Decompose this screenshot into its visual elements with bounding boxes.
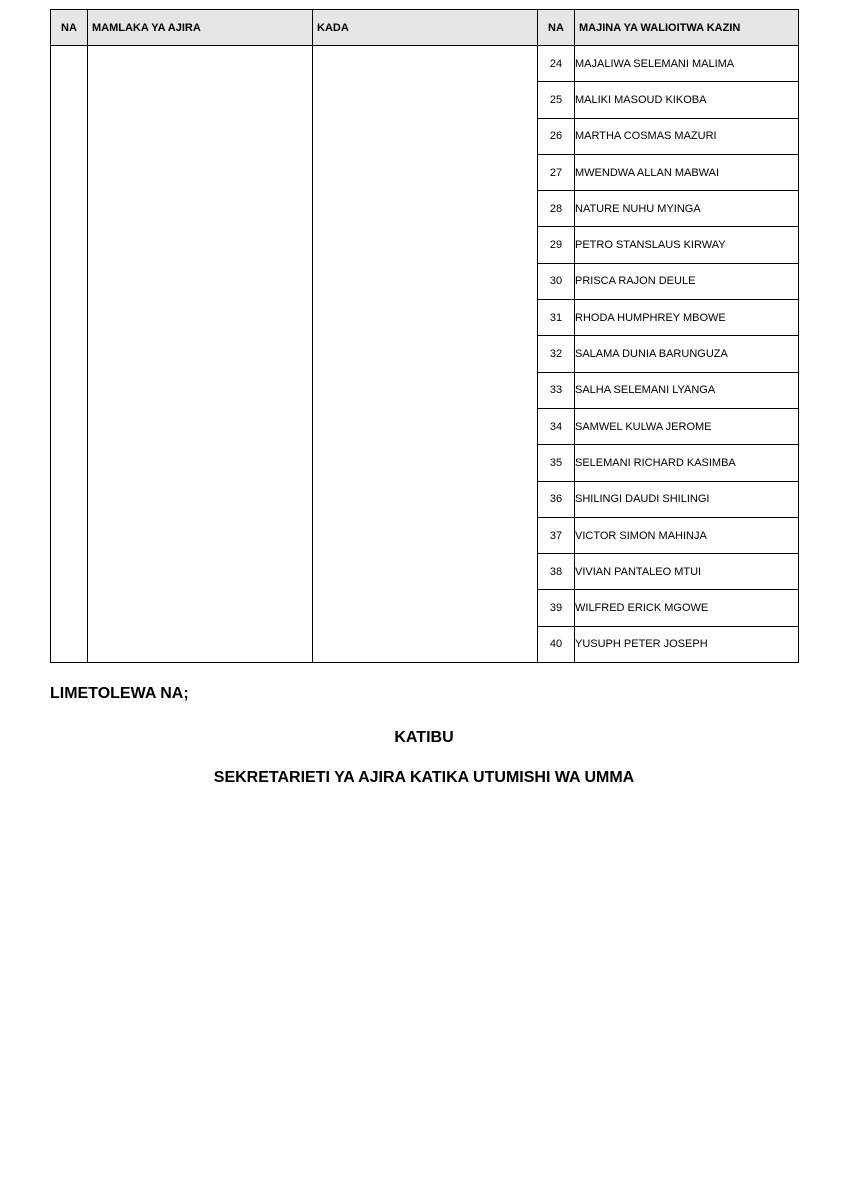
row-number: 34 (538, 408, 575, 444)
appointee-name: SELEMANI RICHARD KASIMBA (575, 445, 799, 481)
issued-by-label: LIMETOLEWA NA; (50, 685, 189, 702)
appointee-name: SALHA SELEMANI LYANGA (575, 372, 799, 408)
header-na: NA (51, 10, 88, 46)
appointee-name: SAMWEL KULWA JEROME (575, 408, 799, 444)
row-number: 39 (538, 590, 575, 626)
header-kada: KADA (313, 10, 538, 46)
appointee-name: NATURE NUHU MYINGA (575, 191, 799, 227)
header-na-2: NA (538, 10, 575, 46)
row-number: 30 (538, 263, 575, 299)
row-number: 26 (538, 118, 575, 154)
kada-cell (313, 46, 538, 663)
row-number: 24 (538, 46, 575, 82)
organization-name: SEKRETARIETI YA AJIRA KATIKA UTUMISHI WA UMMA (213, 769, 635, 786)
row-number: 27 (538, 154, 575, 190)
header-mamlaka-ya-ajira: MAMLAKA YA AJIRA (88, 10, 313, 46)
row-number: 28 (538, 191, 575, 227)
appointee-name: MARTHA COSMAS MAZURI (575, 118, 799, 154)
header-majina: MAJINA YA WALIOITWA KAZIN (575, 10, 799, 46)
appointee-name: SALAMA DUNIA BARUNGUZA (575, 336, 799, 372)
appointee-name: PRISCA RAJON DEULE (575, 263, 799, 299)
table-row (51, 46, 799, 82)
row-number: 25 (538, 82, 575, 118)
appointee-name: SHILINGI DAUDI SHILINGI (575, 481, 799, 517)
row-number: 35 (538, 445, 575, 481)
row-number: 37 (538, 517, 575, 553)
appointee-name: VIVIAN PANTALEO MTUI (575, 554, 799, 590)
appointee-name: WILFRED ERICK MGOWE (575, 590, 799, 626)
table-header-row (51, 10, 799, 46)
appointee-name: YUSUPH PETER JOSEPH (575, 626, 799, 662)
row-number: 33 (538, 372, 575, 408)
appointees-table (50, 9, 799, 663)
row-number: 32 (538, 336, 575, 372)
row-number: 36 (538, 481, 575, 517)
mamlaka-ya-ajira-cell (88, 46, 313, 663)
row-number: 29 (538, 227, 575, 263)
row-number: 31 (538, 300, 575, 336)
appointee-name: MWENDWA ALLAN MABWAI (575, 154, 799, 190)
appointee-name: MAJALIWA SELEMANI MALIMA (575, 46, 799, 82)
row-number: 40 (538, 626, 575, 662)
row-number: 38 (538, 554, 575, 590)
table-body (51, 46, 799, 663)
appointee-name: PETRO STANSLAUS KIRWAY (575, 227, 799, 263)
appointee-name: MALIKI MASOUD KIKOBA (575, 82, 799, 118)
appointee-name: VICTOR SIMON MAHINJA (575, 517, 799, 553)
signatory-title: KATIBU (394, 729, 454, 746)
na-column-cell (51, 46, 88, 663)
appointee-name: RHODA HUMPHREY MBOWE (575, 300, 799, 336)
